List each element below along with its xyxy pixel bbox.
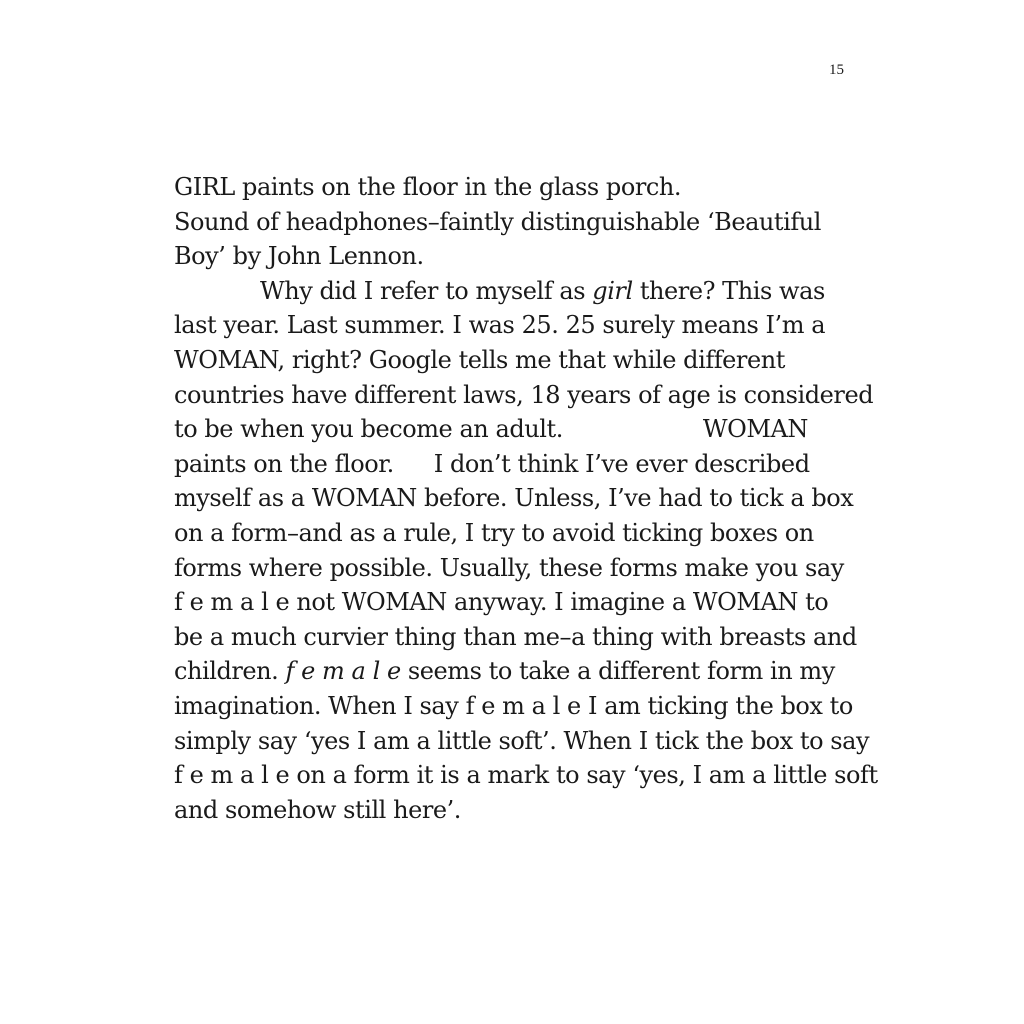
text-line xyxy=(174,412,874,447)
text-line: Sound of headphones–faintly distinguishable ‘Beautiful xyxy=(174,207,822,236)
text-segment: not WOMAN anyway. I imagine a WOMAN to xyxy=(289,588,829,617)
spaced-word: f e m a l e xyxy=(174,588,290,617)
text-segment: children. xyxy=(174,657,286,686)
text-segment: I am ticking the box to xyxy=(580,691,853,720)
text-line: and somehow still here’. xyxy=(174,795,461,824)
text-segment: to be when you become an adult. xyxy=(174,415,563,444)
text-line: forms where possible. Usually, these forms make you say xyxy=(174,553,844,582)
body-text xyxy=(174,170,878,827)
page-number: 15 xyxy=(829,62,844,78)
text-line xyxy=(174,447,874,482)
text-line: Boy’ by John Lennon. xyxy=(174,242,424,271)
text-line xyxy=(174,654,874,689)
text-segment: paints on the floor. xyxy=(174,449,394,478)
text-line xyxy=(174,689,874,724)
text-segment: on a form it is a mark to say ‘yes, I am a little soft xyxy=(289,761,878,790)
text-line: last year. Last summer. I was 25. 25 surely means I’m a xyxy=(174,311,826,340)
spaced-word: f e m a l e xyxy=(174,761,290,790)
text-line: simply say ‘yes I am a little soft’. When I tick the box to say xyxy=(174,726,870,755)
text-line xyxy=(174,274,874,309)
text-line: WOMAN, right? Google tells me that while different xyxy=(174,345,785,374)
text-line xyxy=(174,758,878,793)
text-line: myself as a WOMAN before. Unless, I’ve had to tick a box xyxy=(174,484,854,513)
text-line: on a form–and as a rule, I try to avoid ticking boxes on xyxy=(174,518,814,547)
text-line: GIRL paints on the floor in the glass porch. xyxy=(174,173,682,201)
spaced-word: f e m a l e xyxy=(465,691,581,720)
text-segment: imagination. When I say xyxy=(174,691,466,720)
text-line xyxy=(174,585,874,620)
text-segment: seems to take a different form in my xyxy=(400,657,835,686)
text-segment: there? This was xyxy=(632,276,825,305)
text-line: be a much curvier thing than me–a thing with breasts and xyxy=(174,622,857,651)
emphasis-word: f e m a l e xyxy=(285,657,401,686)
emphasis-word: girl xyxy=(592,276,633,305)
text-segment: I don’t think I’ve ever described xyxy=(433,449,810,478)
text-line: countries have different laws, 18 years of age is considered xyxy=(174,380,874,409)
text-segment: Why did I refer to myself as xyxy=(260,276,593,305)
text-segment: WOMAN xyxy=(702,415,808,444)
